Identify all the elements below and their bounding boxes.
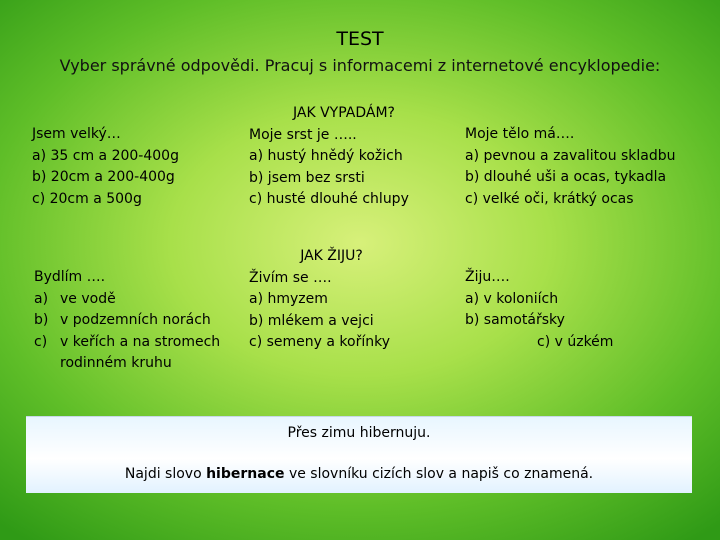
body-question-block [465, 124, 676, 210]
fur-question: Moje srst je ….. [249, 126, 357, 143]
diet-answer-b: b) mlékem a vejci [249, 312, 374, 329]
body-answer-c: c) velké oči, krátký ocas [465, 190, 634, 207]
size-question-block [32, 124, 179, 210]
size-answer-b: b) 20cm a 200-400g [32, 169, 175, 185]
diet-answer-c: c) semeny a kořínky [249, 334, 390, 350]
size-answer-c: c) 20cm a 500g [32, 190, 142, 207]
size-question: Jsem velký… [32, 126, 121, 142]
lifestyle-question-block [465, 267, 613, 353]
diet-question-block [249, 246, 414, 354]
diet-question: Živím se …. [249, 269, 332, 286]
habitat-answer-a: a) ve vodě [34, 290, 116, 307]
body-answer-a: a) pevnou a zavalitou skladbu [465, 147, 676, 164]
fur-answer-a: a) hustý hnědý kožich [249, 148, 403, 164]
lifestyle-answer-b: b) samotářsky [465, 312, 565, 328]
slide-title: TEST [336, 28, 384, 50]
lifestyle-question: Žiju…. [465, 269, 510, 285]
diet-answer-a: a) hmyzem [249, 291, 328, 307]
body-answer-b: b) dlouhé uši a ocas, tykadla [465, 169, 667, 185]
section-heading-appearance: JAK VYPADÁM? [293, 105, 395, 121]
fur-answer-b: b) jsem bez srsti [249, 169, 365, 186]
fur-answer-c: c) husté dlouhé chlupy [249, 191, 409, 207]
lifestyle-answer-a: a) v koloniích [465, 290, 559, 307]
habitat-question-block [34, 267, 232, 375]
habitat-answer-c: c) v keřích a na stromech rodinném kruhu [34, 333, 221, 371]
size-answer-a: a) 35 cm a 200-400g [32, 147, 179, 164]
section-heading-living: JAK ŽIJU? [300, 248, 363, 264]
hibernation-task: Najdi slovo hibernace ve slovníku cizích slov a napiš co znamená. [124, 466, 594, 482]
fur-question-block [249, 103, 439, 211]
habitat-answer-b: b) v podzemních norách [34, 312, 211, 328]
lifestyle-answer-c: c) v úzkém [537, 333, 614, 350]
instruction-text: Vyber správné odpovědi. Pracuj s informacemi z internetové encyklopedie: [59, 56, 661, 75]
habitat-question: Bydlím …. [34, 269, 106, 285]
hibernation-statement: Přes zimu hibernuju. [287, 425, 431, 441]
body-question: Moje tělo má…. [465, 126, 575, 142]
keyword-hibernace: hibernace [206, 466, 285, 482]
hibernation-info-box [26, 416, 692, 493]
